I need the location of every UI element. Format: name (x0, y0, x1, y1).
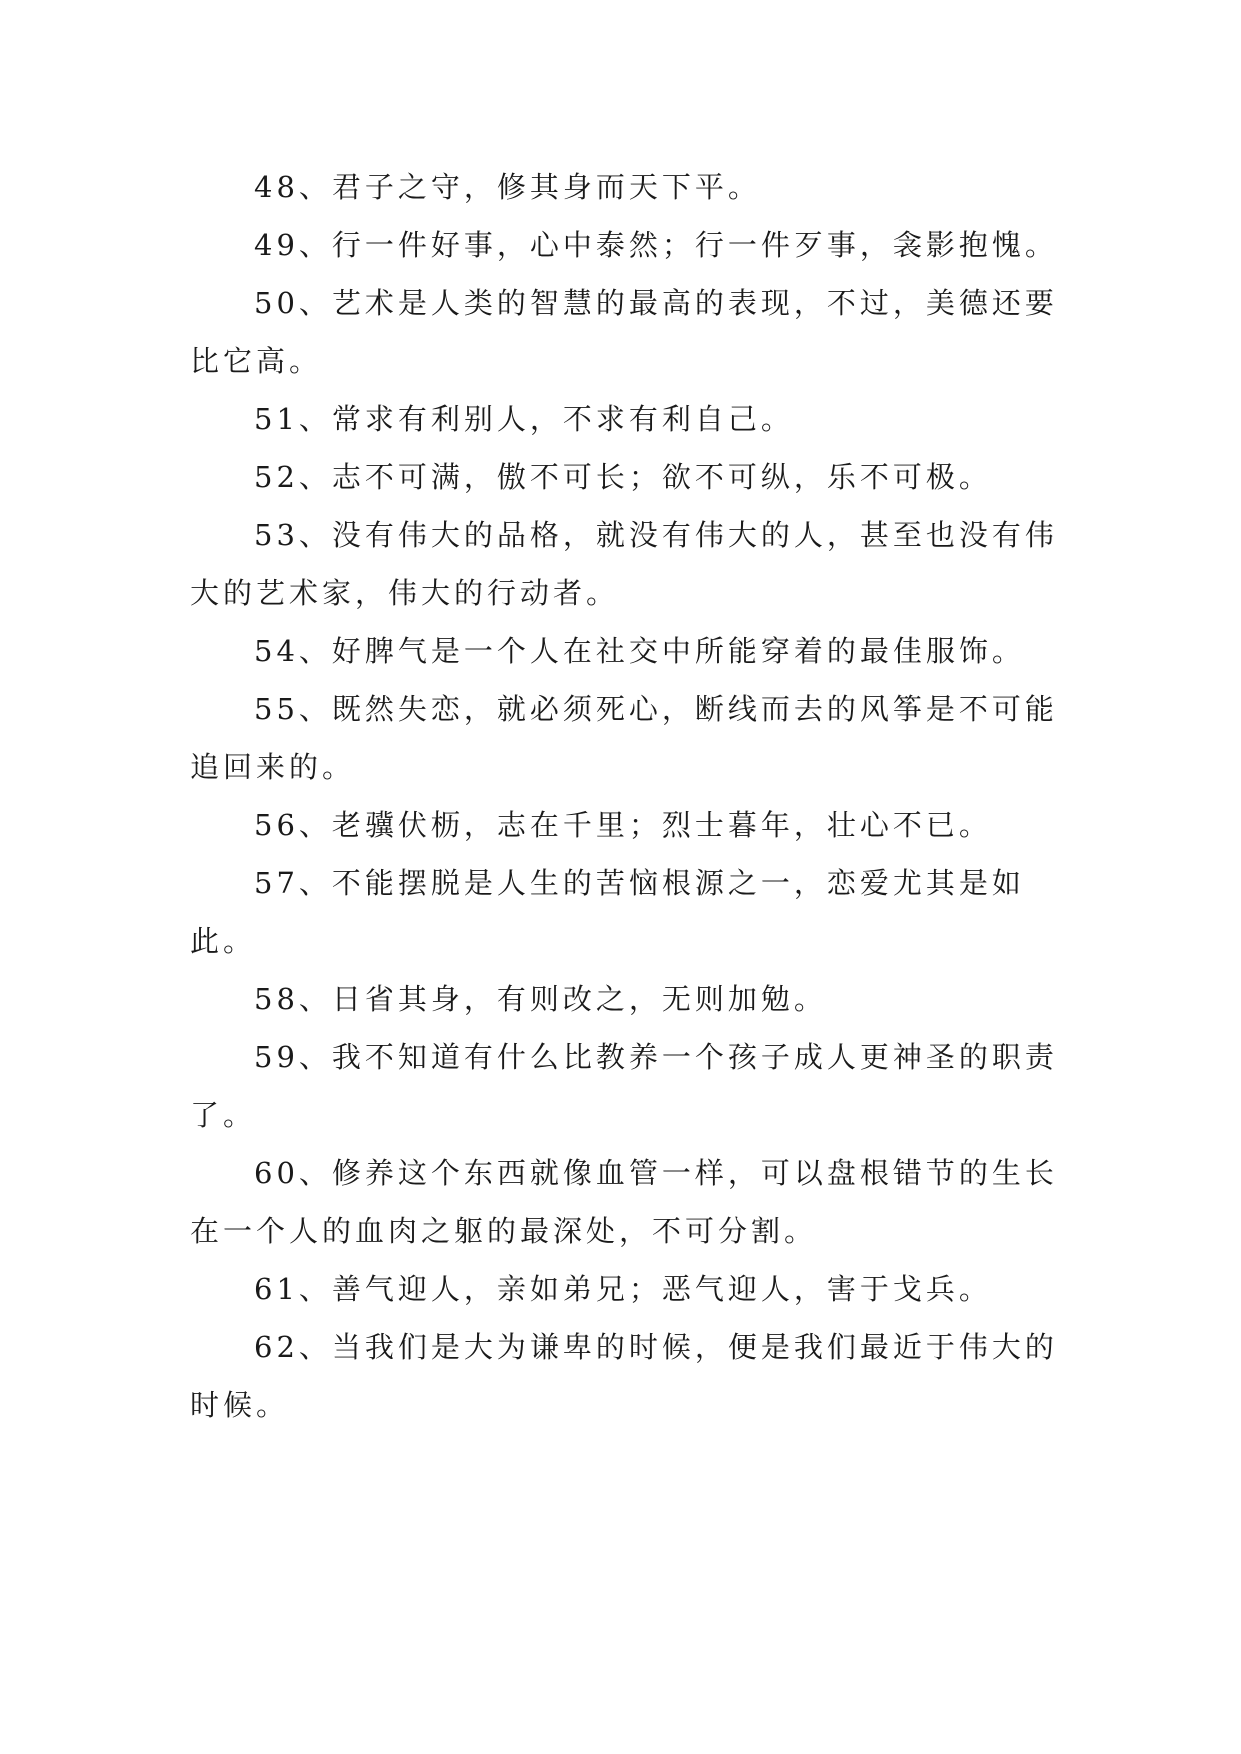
quote-paragraph-59: 59、我不知道有什么比教养一个孩子成人更神圣的职责了。 (190, 1040, 1058, 1132)
quote-paragraph-52: 52、志不可满，傲不可长；欲不可纵，乐不可极。 (254, 460, 992, 494)
quote-paragraph-55: 55、既然失恋，就必须死心，断线而去的风筝是不可能追回来的。 (190, 692, 1058, 784)
quote-paragraph-50: 50、艺术是人类的智慧的最高的表现，不过，美德还要比它高。 (190, 286, 1058, 378)
quote-paragraph-49: 49、行一件好事，心中泰然；行一件歹事，衾影抱愧。 (254, 228, 1058, 262)
quote-paragraph-48: 48、君子之守，修其身而天下平。 (254, 170, 761, 204)
quote-paragraph-51: 51、常求有利别人，不求有利自己。 (254, 402, 794, 436)
quote-paragraph-54: 54、好脾气是一个人在社交中所能穿着的最佳服饰。 (254, 634, 1025, 668)
quote-paragraph-53: 53、没有伟大的品格，就没有伟大的人，甚至也没有伟大的艺术家，伟大的行动者。 (190, 518, 1058, 610)
document-body (190, 158, 1058, 1434)
quote-paragraph-61: 61、善气迎人，亲如弟兄；恶气迎人，害于戈兵。 (254, 1272, 992, 1306)
quote-paragraph-62: 62、当我们是大为谦卑的时候，便是我们最近于伟大的时候。 (190, 1330, 1058, 1422)
quote-paragraph-56: 56、老骥伏枥，志在千里；烈士暮年，壮心不已。 (254, 808, 992, 842)
quote-paragraph-60: 60、修养这个东西就像血管一样，可以盘根错节的生长在一个人的血肉之躯的最深处，不可分割。 (190, 1156, 1058, 1248)
quote-paragraph-57: 57、不能摆脱是人生的苦恼根源之一，恋爱尤其是如此。 (190, 866, 1025, 958)
quote-paragraph-58: 58、日省其身，有则改之，无则加勉。 (254, 982, 827, 1016)
